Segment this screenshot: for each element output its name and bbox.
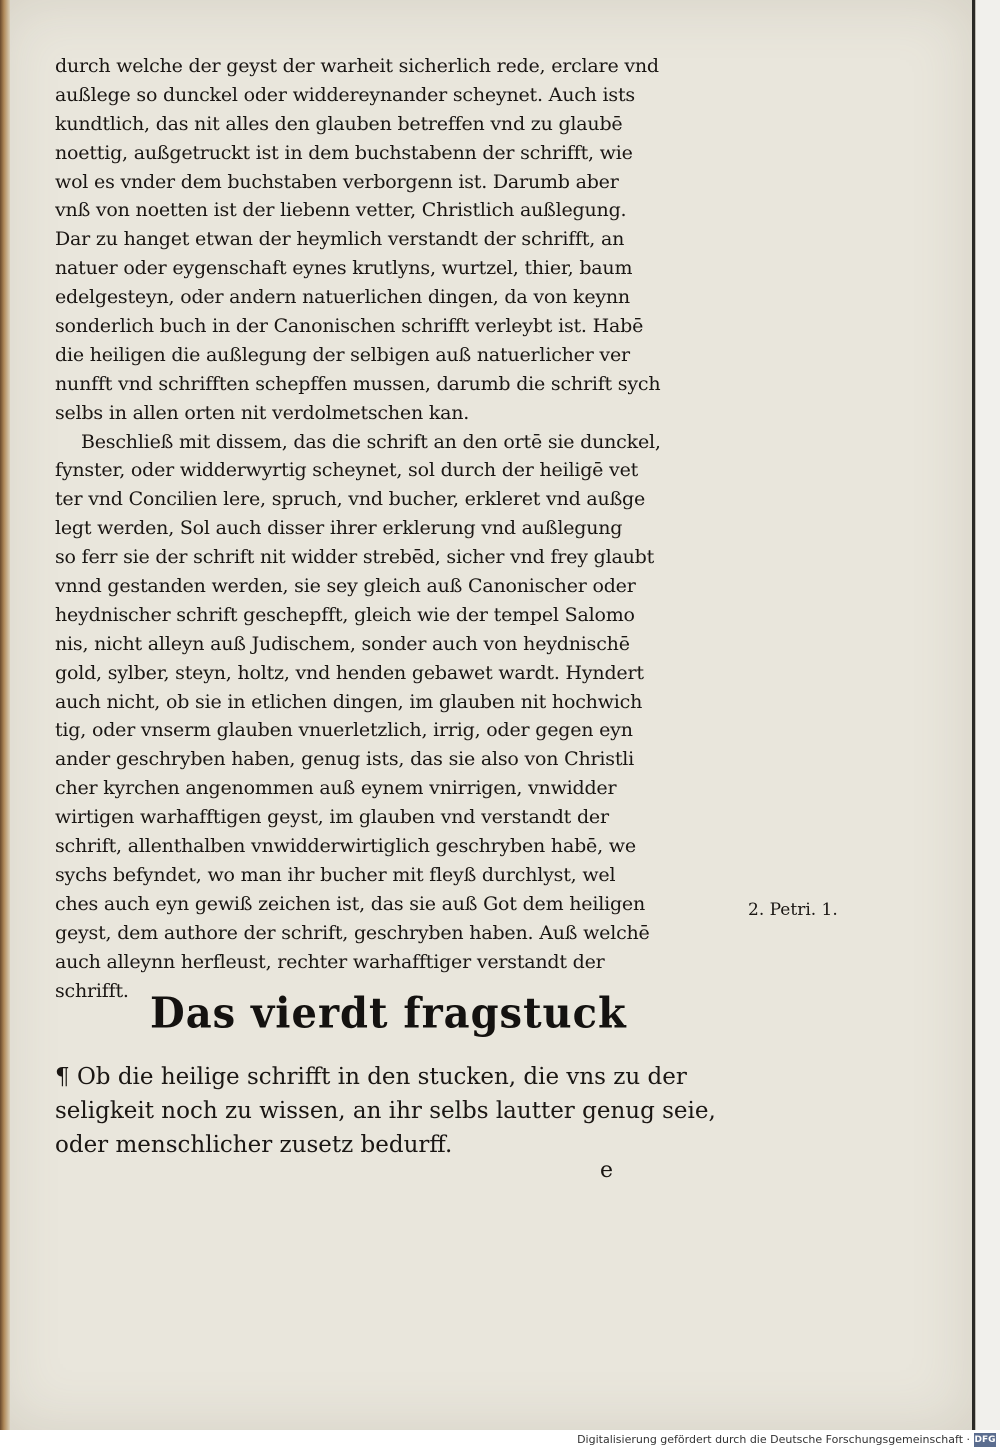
text-line: auch alleynn herfleust, rechter warhafftiger verstandt der (55, 950, 605, 973)
text-line: ander geschryben haben, genug ists, das sie also von Christli (55, 748, 635, 771)
text-line: noettig, außgetruckt ist in dem buchstabenn der schrifft, wie (55, 141, 633, 164)
text-line: durch welche der geyst der warheit sicherlich rede, erclare vnd (55, 55, 659, 77)
text-line: schrifft. (55, 979, 129, 1002)
text-line: sonderlich buch in der Canonischen schrifft verleybt ist. Habē (55, 315, 644, 338)
text-line: kundtlich, das nit alles den glauben betreffen vnd zu glaubē (55, 112, 623, 135)
section-heading: Das vierdt fragstuck (150, 988, 627, 1039)
text-line: schrift, allenthalben vnwidderwirtiglich geschryben habē, we (55, 835, 636, 858)
text-line: wol es vnder dem buchstaben verborgenn ist. Darumb aber (55, 170, 619, 193)
dfg-logo-icon: DFG (974, 1435, 996, 1445)
text-line: geyst, dem authore der schrift, geschryben haben. Auß welchē (55, 921, 650, 944)
text-line: so ferr sie der schrift nit widder strebēd, sicher vnd frey glaubt (55, 546, 655, 569)
text-line: ches auch eyn gewiß zeichen ist, das sie auß Got dem heiligen (55, 892, 645, 915)
text-line: cher kyrchen angenommen auß eynem vnirrigen, vnwidder (55, 777, 617, 800)
page-edge-strip (975, 0, 1000, 1430)
book-spine-edge (0, 0, 10, 1430)
text-line: Dar zu hanget etwan der heymlich verstandt der schrifft, an (55, 228, 625, 251)
question-line: oder menschlicher zusetz bedurff. (55, 1132, 453, 1158)
signature-mark: e (600, 1158, 614, 1183)
text-line: ter vnd Concilien lere, spruch, vnd bucher, erkleret vnd außge (55, 488, 646, 511)
text-line: edelgesteyn, oder andern natuerlichen dingen, da von keynn (55, 286, 630, 309)
text-line: selbs in allen orten nit verdolmetschen kan. (55, 401, 470, 424)
text-line: legt werden, Sol auch disser ihrer erklerung vnd außlegung (55, 517, 623, 540)
footer-bar (0, 1430, 1000, 1452)
body-text (55, 52, 745, 1005)
text-line: außlege so dunckel oder widdereynander scheynet. Auch ists (55, 83, 635, 106)
text-line: nunfft vnd schrifften schepffen mussen, darumb die schrift sych (55, 372, 661, 395)
question-line: seligkeit noch zu wissen, an ihr selbs lautter genug seie, (55, 1098, 716, 1124)
text-line: gold, sylber, steyn, holtz, vnd henden gebawet wardt. Hyndert (55, 661, 644, 684)
text-line: sychs befyndet, wo man ihr bucher mit fleyß durchlyst, wel (55, 863, 616, 886)
text-line: natuer oder eygenschaft eynes krutlyns, wurtzel, thier, baum (55, 257, 633, 280)
text-line: wirtigen warhafftigen geyst, im glauben vnd verstandt der (55, 806, 609, 829)
text-line: heydnischer schrift geschepfft, gleich wie der tempel Salomo (55, 603, 635, 626)
text-line: nis, nicht alleyn auß Judischem, sonder auch von heydnischē (55, 632, 630, 655)
text-line: Beschließ mit dissem, das die schrift an den ortē sie dunckel, (81, 430, 661, 453)
question-text (55, 1060, 745, 1162)
question-line: ¶ Ob die heilige schrifft in den stucken, die vns zu der (55, 1064, 687, 1090)
footer-credit: Digitalisierung gefördert durch die Deutsche Forschungsgemeinschaft · (577, 1433, 970, 1446)
text-line: die heiligen die außlegung der selbigen auß natuerlicher ver (55, 343, 630, 366)
text-line: tig, oder vnserm glauben vnuerletzlich, irrig, oder gegen eyn (55, 719, 633, 742)
text-line: auch nicht, ob sie in etlichen dingen, im glauben nit hochwich (55, 690, 643, 713)
text-line: fynster, oder widderwyrtig scheynet, sol durch der heiligē vet (55, 459, 639, 482)
text-line: vnnd gestanden werden, sie sey gleich auß Canonischer oder (55, 575, 636, 598)
text-line: vnß von noetten ist der liebenn vetter, Christlich außlegung. (55, 199, 627, 222)
margin-note: 2. Petri. 1. (748, 900, 838, 920)
